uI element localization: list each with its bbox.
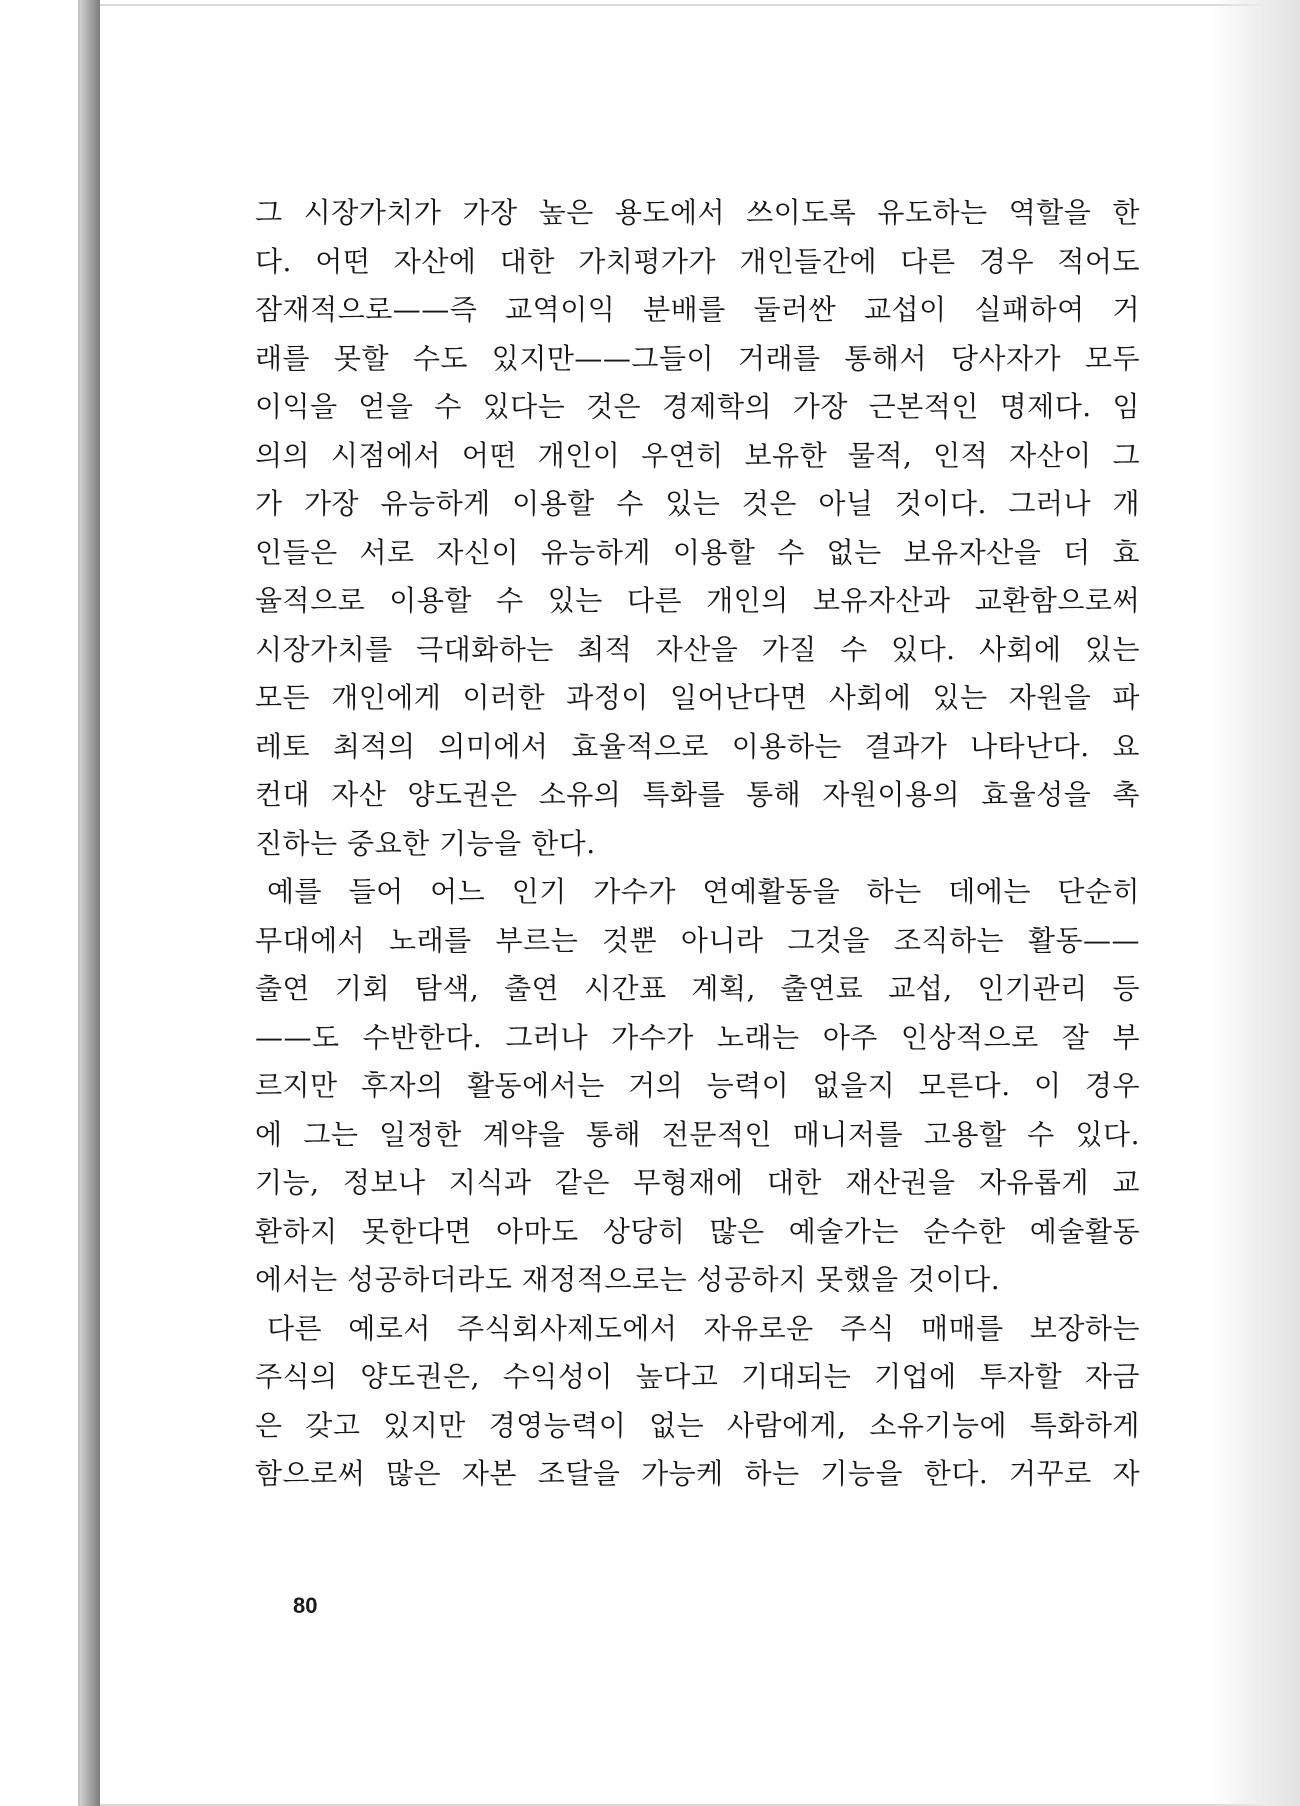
text-line: 잠재적으로——즉 교역이익 분배를 둘러싼 교섭이 실패하여 거 <box>255 293 1140 326</box>
text-line: 래를 못할 수도 있지만——그들이 거래를 통해서 당사자가 모두 <box>255 341 1140 375</box>
text-line: 의의 시점에서 어떤 개인이 우연히 보유한 물적, 인적 자산이 그 <box>255 438 1140 472</box>
text-line: 르지만 후자의 활동에서는 거의 능력이 없을지 모른다. 이 경우 <box>255 1069 1140 1102</box>
text-line: 다른 예로서 주식회사제도에서 자유로운 주식 매매를 보장하는 <box>267 1311 1140 1345</box>
text-line: 시장가치를 극대화하는 최적 자산을 가질 수 있다. 사회에 있는 <box>255 632 1140 666</box>
text-line: 출연 기회 탐색, 출연 시간표 계획, 출연료 교섭, 인기관리 등 <box>255 972 1140 1005</box>
text-line: 은 갖고 있지만 경영능력이 없는 사람에게, 소유기능에 특화하게 <box>255 1408 1140 1442</box>
text-line: 주식의 양도권은, 수익성이 높다고 기대되는 기업에 투자할 자금 <box>255 1360 1140 1393</box>
text-line: 무대에서 노래를 부르는 것뿐 아니라 그것을 조직하는 활동—— <box>255 923 1140 957</box>
text-line: ——도 수반한다. 그러나 가수가 노래는 아주 인상적으로 잘 부 <box>255 1020 1140 1054</box>
text-line: 모든 개인에게 이러한 과정이 일어난다면 사회에 있는 자원을 파 <box>255 681 1140 714</box>
text-line: 가 가장 유능하게 이용할 수 있는 것은 아닐 것이다. 그러나 개 <box>255 487 1140 520</box>
text-line: 기능, 정보나 지식과 같은 무형재에 대한 재산권을 자유롭게 교 <box>255 1166 1140 1199</box>
text-line: 환하지 못한다면 아마도 상당히 많은 예술가는 순수한 예술활동 <box>255 1214 1140 1248</box>
text-line: 컨대 자산 양도권은 소유의 특화를 통해 자원이용의 효율성을 촉 <box>255 778 1140 811</box>
text-line: 에서는 성공하더라도 재정적으로는 성공하지 못했을 것이다. <box>255 1263 1001 1296</box>
book-spine <box>80 0 100 1806</box>
text-line: 이익을 얻을 수 있다는 것은 경제학의 가장 근본적인 명제다. 임 <box>255 390 1140 423</box>
page-number: 80 <box>293 1593 318 1618</box>
text-line: 인들은 서로 자신이 유능하게 이용할 수 없는 보유자산을 더 효 <box>255 535 1140 569</box>
text-line: 그 시장가치가 가장 높은 용도에서 쓰이도록 유도하는 역할을 한 <box>255 196 1140 229</box>
body-text <box>255 189 1140 1499</box>
text-line: 에 그는 일정한 계약을 통해 전문적인 매니저를 고용할 수 있다. <box>255 1117 1140 1151</box>
page-right-shade <box>1210 0 1300 1806</box>
text-line: 진하는 중요한 기능을 한다. <box>255 826 596 860</box>
text-line: 다. 어떤 자산에 대한 가치평가가 개인들간에 다른 경우 적어도 <box>255 244 1140 278</box>
text-line: 함으로써 많은 자본 조달을 가능케 하는 기능을 한다. 거꾸로 자 <box>255 1457 1140 1490</box>
text-line: 예를 들어 어느 인기 가수가 연예활동을 하는 데에는 단순히 <box>267 875 1140 908</box>
text-line: 레토 최적의 의미에서 효율적으로 이용하는 결과가 나타난다. 요 <box>255 729 1140 763</box>
text-line: 율적으로 이용할 수 있는 다른 개인의 보유자산과 교환함으로써 <box>255 584 1140 617</box>
